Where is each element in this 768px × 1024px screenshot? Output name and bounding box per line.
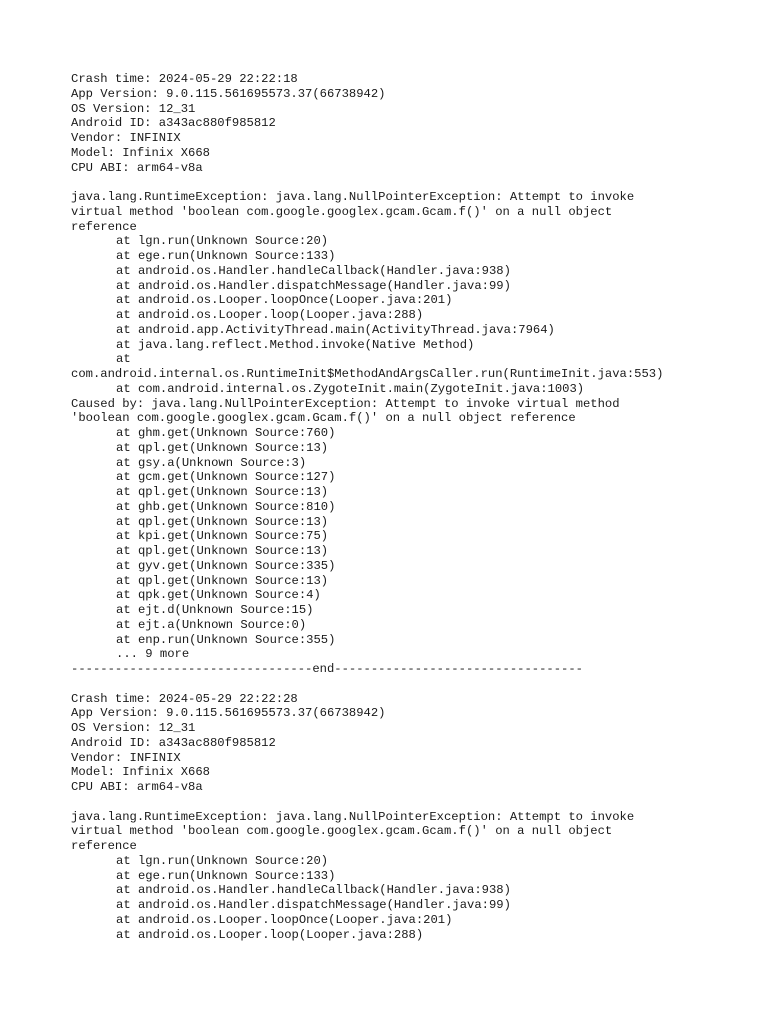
stack-trace-line: 'boolean com.google.googlex.gcam.Gcam.f()' on a null object reference bbox=[71, 411, 576, 426]
crash-log-document bbox=[71, 72, 761, 942]
stack-trace-line: at lgn.run(Unknown Source:20) bbox=[116, 853, 329, 868]
stack-trace-line: at ejt.a(Unknown Source:0) bbox=[116, 617, 307, 632]
crash-header-line: Android ID: a343ac880f985812 bbox=[71, 735, 276, 750]
exception-message-line: reference bbox=[71, 839, 137, 853]
stack-trace-line: at ege.run(Unknown Source:133) bbox=[116, 868, 336, 883]
stack-trace-line: at android.os.Handler.dispatchMessage(Handler.java:99) bbox=[116, 278, 511, 293]
crash-header-line: Model: Infinix X668 bbox=[71, 145, 210, 160]
stack-trace-line: at qpl.get(Unknown Source:13) bbox=[116, 440, 329, 455]
crash-header-line: Crash time: 2024-05-29 22:22:28 bbox=[71, 691, 298, 706]
stack-trace-line: at gsy.a(Unknown Source:3) bbox=[116, 455, 307, 470]
stack-trace-line: at android.os.Looper.loop(Looper.java:288) bbox=[116, 927, 424, 942]
crash-header-line: Model: Infinix X668 bbox=[71, 765, 210, 780]
crash-header-line: Vendor: INFINIX bbox=[71, 131, 181, 145]
blank-line bbox=[71, 677, 761, 692]
stack-trace-line: at lgn.run(Unknown Source:20) bbox=[116, 234, 329, 249]
stack-trace-line: at gyv.get(Unknown Source:335) bbox=[116, 558, 336, 573]
stack-trace-line: at android.app.ActivityThread.main(ActivityThread.java:7964) bbox=[116, 322, 555, 337]
crash-header-line: OS Version: 12_31 bbox=[71, 721, 196, 735]
exception-message-line: java.lang.RuntimeException: java.lang.NullPointerException: Attempt to invoke bbox=[71, 809, 635, 824]
stack-trace-line: at qpl.get(Unknown Source:13) bbox=[116, 573, 329, 588]
stack-trace-line: com.android.internal.os.RuntimeInit$MethodAndArgsCaller.run(RuntimeInit.java:553) bbox=[71, 367, 664, 381]
stack-trace-line: at bbox=[116, 352, 131, 367]
end-separator: ---------------------------------end---------------------------------- bbox=[71, 662, 583, 676]
crash-header-line: CPU ABI: arm64-v8a bbox=[71, 780, 203, 794]
stack-trace-line: at android.os.Looper.loopOnce(Looper.java:201) bbox=[116, 912, 453, 927]
crash-header-line: CPU ABI: arm64-v8a bbox=[71, 160, 203, 175]
exception-message-line: virtual method 'boolean com.google.googlex.gcam.Gcam.f()' on a null object bbox=[71, 824, 613, 839]
crash-header-line: App Version: 9.0.115.561695573.37(66738942) bbox=[71, 706, 386, 721]
stack-trace-line: at android.os.Handler.handleCallback(Handler.java:938) bbox=[116, 883, 511, 898]
stack-trace-line: at ege.run(Unknown Source:133) bbox=[116, 249, 336, 263]
blank-line bbox=[71, 175, 761, 190]
stack-trace-line: ... 9 more bbox=[116, 647, 190, 662]
crash-header-line: Vendor: INFINIX bbox=[71, 750, 181, 765]
stack-trace-line: at qpl.get(Unknown Source:13) bbox=[116, 485, 329, 499]
stack-trace-line: at ghm.get(Unknown Source:760) bbox=[116, 426, 336, 440]
stack-trace-line: at qpl.get(Unknown Source:13) bbox=[116, 544, 329, 558]
exception-message-line: virtual method 'boolean com.google.googlex.gcam.Gcam.f()' on a null object bbox=[71, 204, 613, 219]
blank-line bbox=[71, 795, 761, 810]
stack-trace-line: at android.os.Handler.handleCallback(Handler.java:938) bbox=[116, 263, 511, 278]
stack-trace-line: at qpl.get(Unknown Source:13) bbox=[116, 514, 329, 529]
stack-trace-line: at enp.run(Unknown Source:355) bbox=[116, 632, 336, 647]
crash-header-line: Android ID: a343ac880f985812 bbox=[71, 116, 276, 131]
stack-trace-line: Caused by: java.lang.NullPointerException: Attempt to invoke virtual method bbox=[71, 396, 620, 411]
stack-trace-line: at qpk.get(Unknown Source:4) bbox=[116, 588, 321, 603]
exception-message-line: java.lang.RuntimeException: java.lang.NullPointerException: Attempt to invoke bbox=[71, 190, 635, 204]
stack-trace-line: at java.lang.reflect.Method.invoke(Native Method) bbox=[116, 337, 475, 352]
stack-trace-line: at android.os.Looper.loopOnce(Looper.java:201) bbox=[116, 293, 453, 308]
stack-trace-line: at android.os.Handler.dispatchMessage(Handler.java:99) bbox=[116, 898, 511, 912]
crash-header-line: App Version: 9.0.115.561695573.37(66738942) bbox=[71, 86, 386, 101]
crash-header-line: OS Version: 12_31 bbox=[71, 101, 196, 116]
crash-header-line: Crash time: 2024-05-29 22:22:18 bbox=[71, 72, 298, 86]
exception-message-line: reference bbox=[71, 219, 137, 234]
stack-trace-line: at com.android.internal.os.ZygoteInit.main(ZygoteInit.java:1003) bbox=[116, 381, 585, 396]
stack-trace-line: at ghb.get(Unknown Source:810) bbox=[116, 499, 336, 514]
stack-trace-line: at kpi.get(Unknown Source:75) bbox=[116, 529, 329, 544]
stack-trace-line: at ejt.d(Unknown Source:15) bbox=[116, 603, 314, 617]
stack-trace-line: at android.os.Looper.loop(Looper.java:288) bbox=[116, 308, 424, 322]
stack-trace-line: at gcm.get(Unknown Source:127) bbox=[116, 470, 336, 485]
